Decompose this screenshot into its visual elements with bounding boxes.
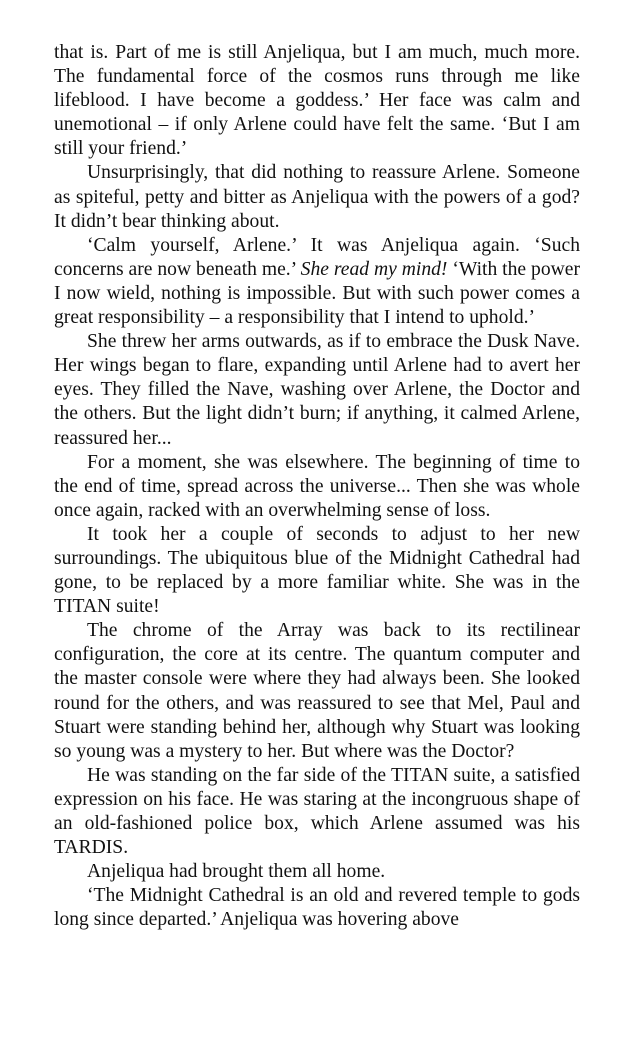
text-segment: He was standing on the far side of the TITAN suite, a satisfied expression on his face. He was staring at the incongruous shape of an old-fashioned police box, which Arlene assumed was his TARDIS. — [54, 764, 580, 859]
paragraph — [54, 41, 580, 161]
italic-thought: She read my mind! — [300, 258, 448, 280]
text-segment: It took her a couple of seconds to adjust to her new surroundings. The ubiquitous blue of the Midnight Cathedral had gone, to be replaced by a more familiar white. She was in the TITAN suite! — [54, 523, 580, 618]
text-segment: The chrome of the Array was back to its rectilinear configuration, the core at its centre. The quantum computer and the master console were where they had always been. She looked round for the others, and was reassured to see that Mel, Paul and Stuart were standing behind her, although why Stuart was looking so young was a mystery to her. But where was the Doctor? — [54, 620, 580, 762]
paragraph — [54, 764, 580, 860]
text-segment: For a moment, she was elsewhere. The beginning of time to the end of time, spread across the universe... Then she was whole once again, racked with an overwhelming sense of loss. — [54, 451, 580, 521]
text-segment: ‘Calm yourself, Arlene.’ It was Anjeliqua again. ‘Such concerns are now beneath me.’ — [54, 234, 580, 280]
book-page-text — [54, 41, 580, 932]
paragraph — [54, 451, 580, 523]
paragraph — [54, 619, 580, 764]
text-segment: She threw her arms outwards, as if to embrace the Dusk Nave. Her wings began to flare, expanding until Arlene had to avert her eyes. They filled the Nave, washing over Arlene, the Doctor and the others. But the light didn’t burn; if anything, it calmed Arlene, reassured her... — [54, 331, 580, 449]
paragraph — [54, 161, 580, 233]
paragraph — [54, 523, 580, 619]
paragraph — [54, 884, 580, 932]
text-segment: Unsurprisingly, that did nothing to reassure Arlene. Someone as spiteful, petty and bitter as Anjeliqua with the powers of a god? It didn’t bear thinking about. — [54, 162, 580, 232]
paragraph — [54, 860, 580, 884]
text-segment: ‘The Midnight Cathedral is an old and revered temple to gods long since departed.’ Anjeliqua was hovering above — [54, 885, 580, 931]
paragraph — [54, 330, 580, 450]
paragraph — [54, 234, 580, 330]
text-segment: ‘With the power I now wield, nothing is impossible. But with such power comes a great responsibility – a responsibility that I intend to uphold.’ — [54, 258, 580, 329]
text-segment: Anjeliqua had brought them all home. — [87, 861, 386, 883]
text-segment: that is. Part of me is still Anjeliqua, but I am much, much more. The fundamental force of the cosmos runs through me like lifeblood. I have become a goddess.’ Her face was calm and unemotional – if only Arlene could have felt the same. ‘But I am still your friend.’ — [54, 42, 580, 160]
